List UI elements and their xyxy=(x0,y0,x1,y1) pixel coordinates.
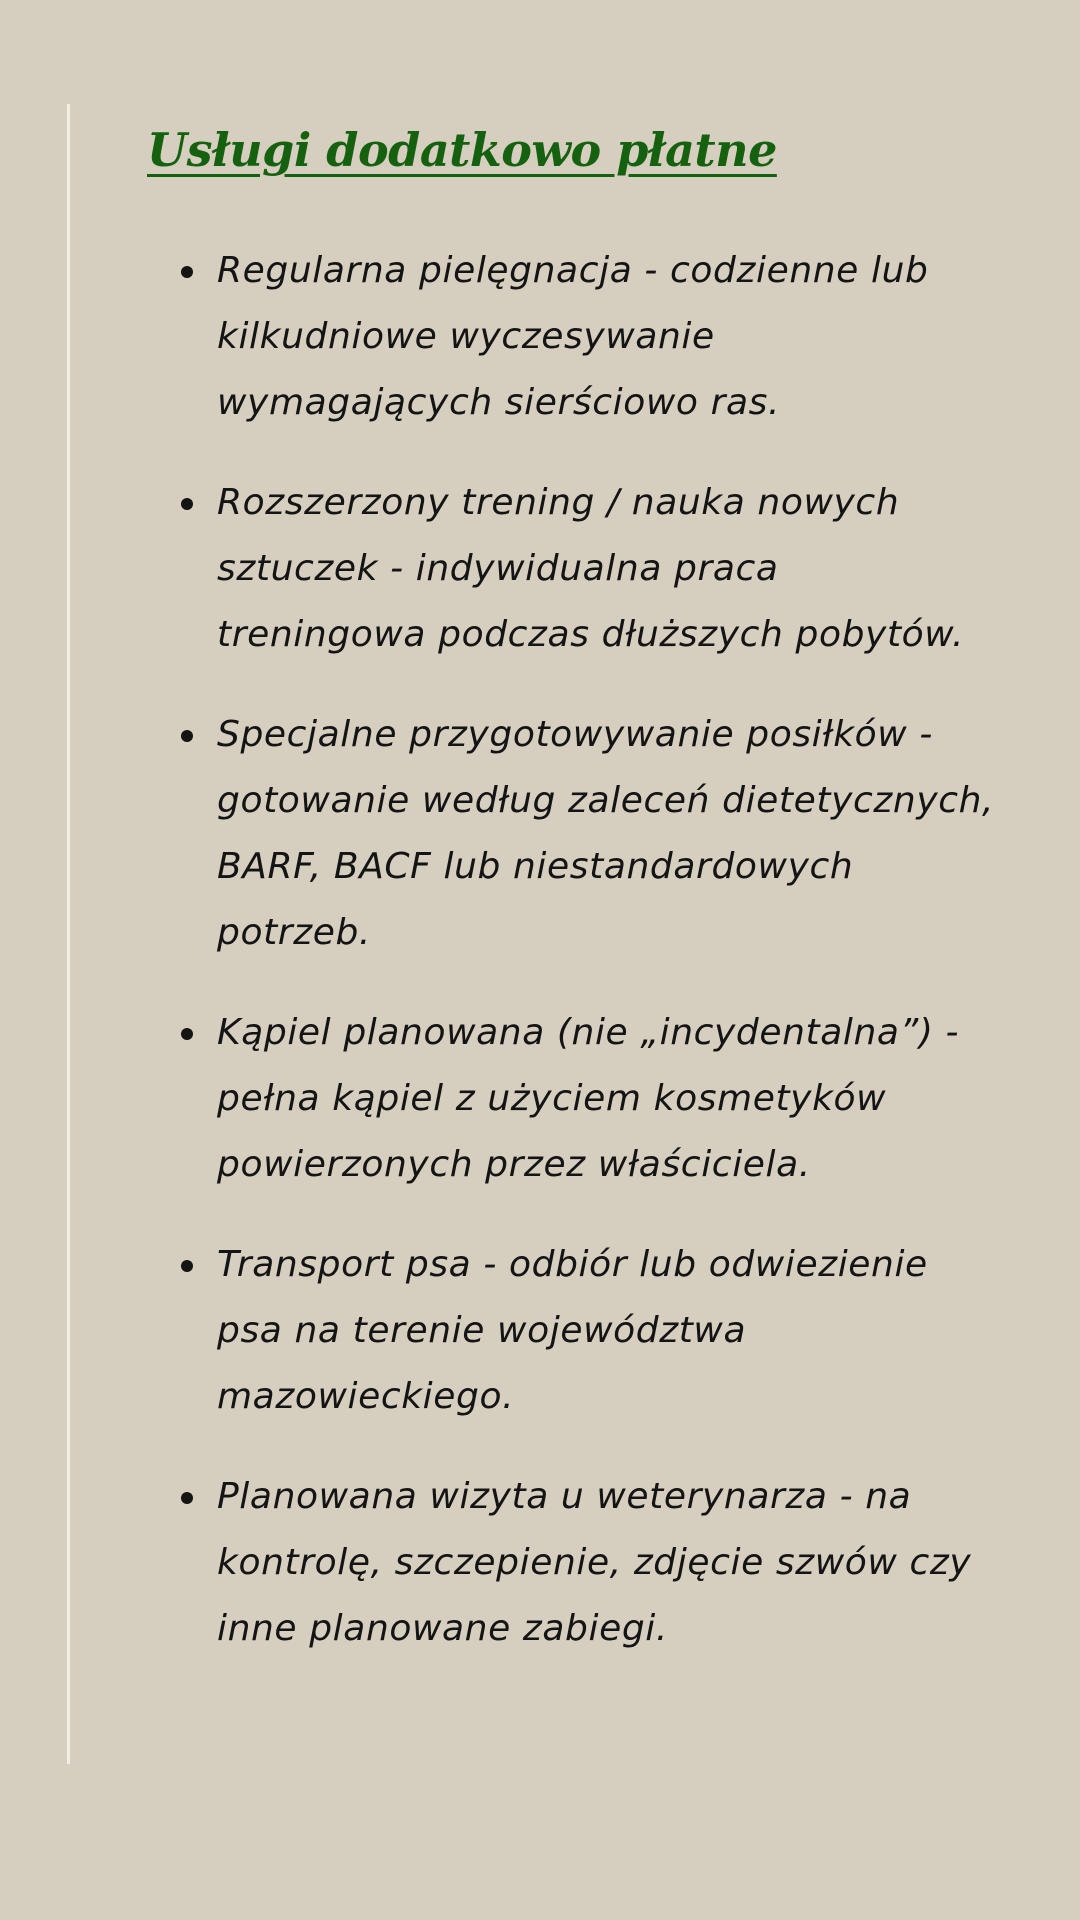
list-item xyxy=(147,1232,997,1430)
bullet-icon xyxy=(181,266,193,278)
vertical-accent-line xyxy=(67,104,70,1764)
list-item xyxy=(147,470,997,668)
list-item-text: Transport psa - odbiór lub odwiezienie psa na terenie województwa mazowieckiego. xyxy=(217,1244,928,1417)
list-item-text: Planowana wizyta u weterynarza - na kontrolę, szczepienie, zdjęcie szwów czy inne planowane zabiegi. xyxy=(217,1476,972,1649)
list-item xyxy=(147,702,997,966)
list-item-text: Kąpiel planowana (nie „incydentalna”) -pełna kąpiel z użyciem kosmetyków powierzonych przez właściciela. xyxy=(217,1012,960,1185)
list-item xyxy=(147,1000,997,1198)
list-item-text: Specjalne przygotowywanie posiłków - gotowanie według zaleceń dietetycznych, BARF, BACF lub niestandardowych potrzeb. xyxy=(217,714,995,953)
bullet-icon xyxy=(181,1028,193,1040)
list-item-text: Rozszerzony trening / nauka nowych sztuczek - indywidualna praca treningowa podczas dłuższych pobytów. xyxy=(217,482,965,655)
bullet-icon xyxy=(181,730,193,742)
list-item xyxy=(147,238,997,436)
bullet-icon xyxy=(181,1492,193,1504)
bullet-icon xyxy=(181,498,193,510)
bullet-icon xyxy=(181,1260,193,1272)
section-title: Usługi dodatkowo płatne xyxy=(147,123,777,177)
services-list xyxy=(147,238,997,1696)
list-item-text: Regularna pielęgnacja - codzienne lub kilkudniowe wyczesywanie wymagających sierściowo ras. xyxy=(217,250,929,423)
list-item xyxy=(147,1464,997,1662)
paid-services-section xyxy=(147,106,1027,1649)
